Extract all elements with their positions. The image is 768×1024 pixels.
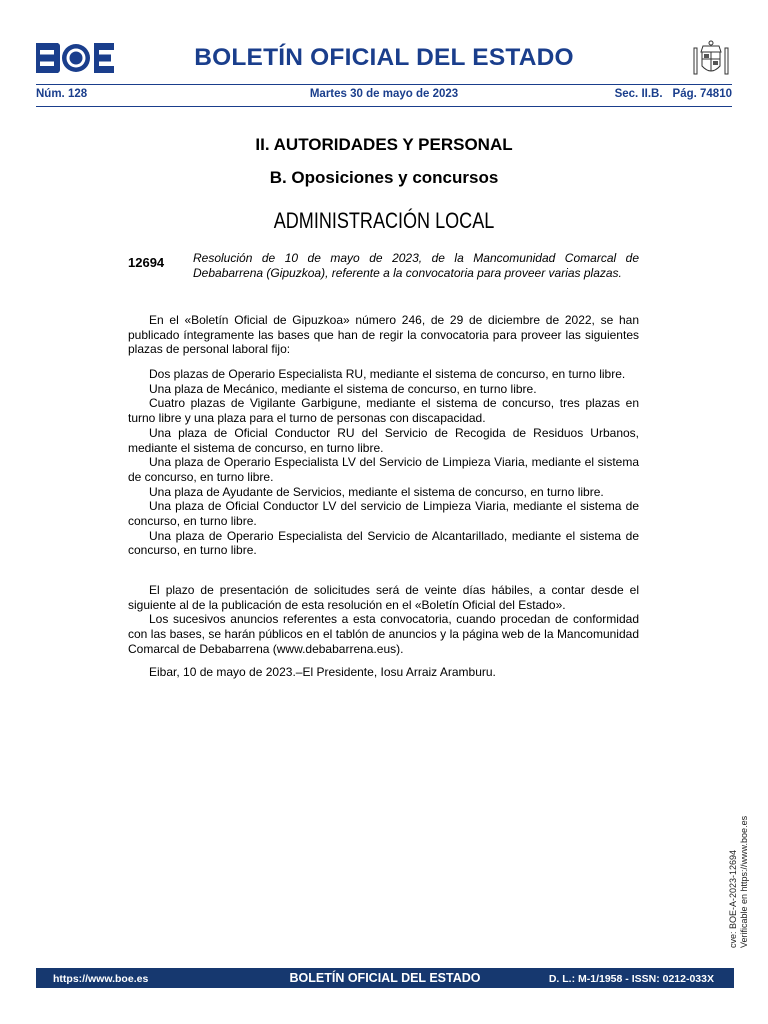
section-label: Sec. II.B. <box>614 88 663 100</box>
announcements-text: Los sucesivos anuncios referentes a esta convocatoria, cuando procedan de conformidad con las bases, se harán públicos en el tablón de anuncios y la página web de la Mancomunidad Comarcal de Debabarrena (www.debabarrena.eus). <box>128 612 639 656</box>
list-item: Una plaza de Operario Especialista LV del Servicio de Limpieza Viaria, mediante el sistema de concurso, en turno libre. <box>128 455 639 484</box>
page-label: Pág. 74810 <box>672 88 732 100</box>
footer-legal: D. L.: M-1/1958 - ISSN: 0212-033X <box>548 973 714 985</box>
section-subheading: B. Oposiciones y concursos <box>269 168 499 187</box>
signature-paragraph <box>128 665 639 680</box>
list-item: Cuatro plazas de Vigilante Garbigune, mediante el sistema de concurso, tres plazas en turno libre y una plaza para el turno de personas con discapacidad. <box>128 396 639 426</box>
cve-code: cve: BOE-A-2023-12694 <box>728 849 738 948</box>
intro-paragraph <box>128 313 639 357</box>
list-item: Una plaza de Operario Especialista del Servicio de Alcantarillado, mediante el sistema de concurso, en turno libre. <box>128 528 639 558</box>
footer-bar <box>36 968 734 988</box>
list-item: Una plaza de Ayudante de Servicios, mediante el sistema de concurso, en turno libre. <box>149 484 604 499</box>
section-heading: II. AUTORIDADES Y PERSONAL <box>255 135 513 154</box>
list-item: Una plaza de Oficial Conductor LV del servicio de Limpieza Viaria, mediante el sistema de concurso, en turno libre. <box>128 499 639 529</box>
administration-heading: ADMINISTRACIÓN LOCAL <box>273 208 495 233</box>
header-rule-top <box>36 84 732 85</box>
footer-url[interactable]: https://www.boe.es <box>53 973 149 985</box>
verification-link[interactable]: Verificable en https://www.boe.es <box>739 815 749 948</box>
verification-sidebar <box>728 816 750 948</box>
issue-date: Martes 30 de mayo de 2023 <box>309 88 459 100</box>
signature-text: Eibar, 10 de mayo de 2023.–El Presidente, Iosu Arraiz Aramburu. <box>149 665 496 679</box>
issue-number: Núm. 128 <box>36 88 88 100</box>
list-item: Una plaza de Mecánico, mediante el sistema de concurso, en turno libre. <box>149 381 537 396</box>
intro-text: En el «Boletín Oficial de Gipuzkoa» número 246, de 29 de diciembre de 2022, se han publicado íntegramente las bases que han de regir la convocatoria para proveer las siguientes plazas de personal laboral fijo: <box>128 313 639 357</box>
header-rule-bottom <box>36 106 732 107</box>
deadline-text: El plazo de presentación de solicitudes será de veinte días hábiles, a contar desde el siguiente al de la publicación de esta resolución en el «Boletín Oficial del Estado». <box>128 583 639 612</box>
list-item: Dos plazas de Operario Especialista RU, mediante el sistema de concurso, en turno libre. <box>149 367 626 381</box>
section-page <box>605 88 732 100</box>
deadline-paragraph <box>128 583 639 657</box>
coat-of-arms-icon <box>690 38 732 80</box>
resolution-title: Resolución de 10 de mayo de 2023, de la Mancomunidad Comarcal de Debabarrena (Gipuzkoa), referente a la convocatoria para proveer varias plazas. <box>193 251 639 280</box>
plazas-list <box>128 367 639 558</box>
resolution-number: 12694 <box>128 255 165 270</box>
list-item: Una plaza de Oficial Conductor RU del Servicio de Recogida de Residuos Urbanos, mediante el sistema de concurso, en turno libre. <box>128 425 639 455</box>
header-title: BOLETÍN OFICIAL DEL ESTADO <box>194 44 574 71</box>
footer-title: BOLETÍN OFICIAL DEL ESTADO <box>289 971 481 985</box>
